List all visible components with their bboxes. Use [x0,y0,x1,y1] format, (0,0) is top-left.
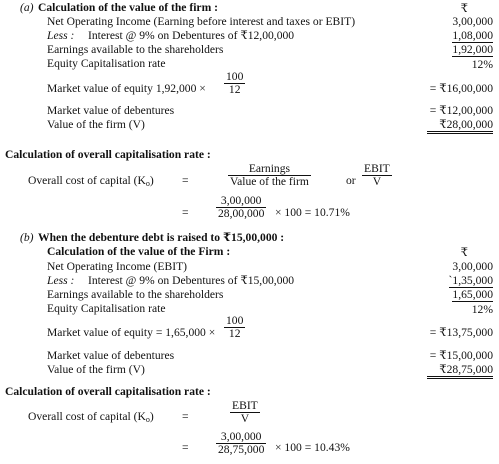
ecr-value-a: 12% [471,58,493,71]
mvd-label-b: Market value of debentures [47,349,175,362]
noi-label-b: Net Operating Income (EBIT) [47,260,188,273]
mve-fraction-den-b: 12 [228,327,241,340]
section-a-heading: Calculation of the value of the firm : [38,1,218,14]
overall-cost-label-end-1: ) [149,174,154,187]
interest-label-a: Interest @ 9% on Debentures of ₹12,00,000 [88,29,295,42]
overall-cost-label-text-1: Overall cost of capital (K [28,174,146,187]
computation-fraction-1 [216,195,266,220]
interest-value-b: `1,35,000 [448,274,493,287]
ebit-over-v-den-1: V [372,175,382,188]
earnings-over-value-fraction [228,163,311,188]
overall-cost-label-2 [28,410,154,423]
equals-sign-2a: = [182,410,189,423]
ebit-over-v-den-2: V [240,412,250,425]
ebit-over-v-num-2: EBIT [232,399,258,412]
earnings-over-value-den: Value of the firm [230,175,309,188]
section-a-marker: (a) [20,1,34,14]
ebit-over-v-fraction-2 [230,400,260,425]
mve-value-a: = ₹16,00,000 [429,82,493,95]
vof-label-a: Value of the firm (V) [47,118,145,131]
interest-label-b: Interest @ 9% on Debentures of ₹15,00,000 [88,274,295,287]
mve-label-a: Market value of equity 1,92,000 × [47,82,206,95]
earnings-label-a: Earnings available to the shareholders [47,43,224,56]
rupee-column-header-b: ₹ [460,246,468,259]
mve-fraction-num-b: 100 [226,314,244,327]
or-text: or [346,174,356,187]
ebit-over-v-num-1: EBIT [364,162,390,175]
mvd-value-b: = ₹15,00,000 [429,349,493,362]
section-b-heading-1: When the debenture debt is raised to ₹15,00,000 : [38,231,285,244]
equals-sign-1b: = [182,206,189,219]
mve-fraction-den-a: 12 [228,83,241,96]
overall-rate-heading-2: Calculation of overall capitalisation rate : [5,385,211,398]
computation-fraction-2 [216,431,266,456]
less-label-b: Less : [47,274,75,287]
equals-sign-1a: = [182,174,189,187]
mve-value-b: = ₹13,75,000 [429,326,493,339]
ebit-over-v-fraction-1 [362,163,392,188]
computation-den-2: 28,75,000 [218,443,265,456]
overall-rate-result-2: × 100 = 10.43% [275,441,350,454]
ecr-label-a: Equity Capitalisation rate [47,57,166,70]
computation-den-1: 28,00,000 [218,207,265,220]
overall-rate-result-1: × 100 = 10.71% [275,206,350,219]
equals-sign-2b: = [182,441,189,454]
overall-cost-label-sub-1: o [145,179,150,188]
computation-num-2: 3,00,000 [216,431,266,444]
overall-cost-label-sub-2: o [145,415,150,424]
vof-value-b: ₹28,75,000 [427,363,493,379]
overall-cost-label-text-2: Overall cost of capital (K [28,410,146,423]
overall-cost-label-1 [28,174,154,187]
overall-rate-heading-1: Calculation of overall capitalisation rate : [5,148,211,161]
earnings-label-b: Earnings available to the shareholders [47,288,224,301]
mve-fraction-num-a: 100 [226,70,244,83]
section-b-marker: (b) [20,231,34,244]
vof-label-b: Value of the firm (V) [47,363,145,376]
noi-label-a: Net Operating Income (Earning before interest and taxes or EBIT) [47,15,356,28]
ecr-value-b: 12% [471,303,493,316]
less-label-a: Less : [47,29,75,42]
section-b-heading-2: Calculation of the value of the Firm : [47,245,231,258]
earnings-value-a: 1,92,000 [452,43,493,56]
earnings-over-value-num: Earnings [228,163,311,176]
interest-value-a: 1,08,000 [452,29,493,42]
noi-value-b: 3,00,000 [452,260,493,273]
computation-num-1: 3,00,000 [216,195,266,208]
rupee-column-header-a: ₹ [460,2,468,15]
earnings-value-b: 1,65,000 [452,288,493,301]
mvd-value-a: = ₹12,00,000 [429,104,493,117]
noi-value-a: 3,00,000 [452,15,493,28]
ecr-label-b: Equity Capitalisation rate [47,302,166,315]
overall-cost-label-end-2: ) [149,410,154,423]
mvd-label-a: Market value of debentures [47,104,175,117]
mve-fraction-b [224,315,245,340]
vof-value-a: ₹28,00,000 [427,118,493,134]
mve-label-b: Market value of equity = 1,65,000 × [47,326,216,339]
mve-fraction-a [224,71,245,96]
